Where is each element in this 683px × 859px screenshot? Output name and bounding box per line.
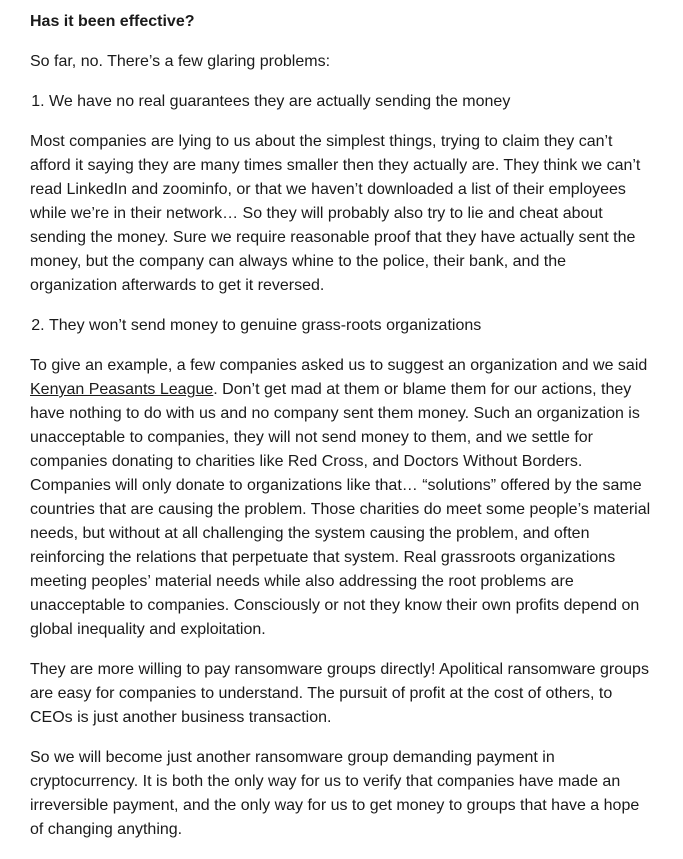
paragraph-3: They are more willing to pay ransomware groups directly! Apolitical ransomware groups are easy for companies to understand. The pursuit of profit at the cost of others, to CEOs is just another business transaction. — [30, 661, 649, 726]
paragraph-2 — [30, 354, 653, 642]
intro-paragraph: So far, no. There’s a few glaring problems: — [30, 53, 331, 70]
problem-list-2 — [30, 314, 653, 338]
problem-list-1 — [30, 90, 653, 114]
paragraph-1: Most companies are lying to us about the simplest things, trying to claim they can’t afford it saying they are many times smaller then they actually are. They think we can’t read LinkedIn and zoominfo, or that we haven’t downloaded a list of their employees while we’re in their network… So they will probably also try to lie and cheat about sending the money. Sure we require reasonable proof that they have actually sent the money, but the company can always whine to the police, their bank, and the organization afterwards to get it reversed. — [30, 133, 641, 294]
problem-item-2: 2. They won’t send money to genuine grass-roots organizations — [49, 314, 653, 338]
paragraph-2-text-before: To give an example, a few companies asked us to suggest an organization and we said — [30, 357, 648, 374]
paragraph-4: So we will become just another ransomware group demanding payment in cryptocurrency. It is both the only way for us to verify that companies have made an irreversible payment, and the only way for us to get money to groups that have a hope of changing anything. — [30, 749, 640, 838]
problem-item-1: 1. We have no real guarantees they are actually sending the money — [49, 90, 653, 114]
section-heading: Has it been effective? — [30, 13, 195, 30]
paragraph-2-text-after: . Don’t get mad at them or blame them for our actions, they have nothing to do with us and no company sent them money. Such an organization is unacceptable to companies, they will not send money to them, and we settle for companies donating to charities like Red Cross, and Doctors Without Borders. Companies will only donate to organizations like that… “solutions” offered by the same countries that are causing the problem. Those charities do meet some people’s material needs, but without at all challenging the system causing the problem, and often reinforcing the relations that perpetuate that system. Real grassroots organizations meeting peoples’ material needs while also addressing the root problems are unacceptable to companies. Consciously or not they know their own profits depend on global inequality and exploitation. — [30, 381, 651, 638]
kenyan-peasants-league-link[interactable]: Kenyan Peasants League — [30, 381, 214, 398]
